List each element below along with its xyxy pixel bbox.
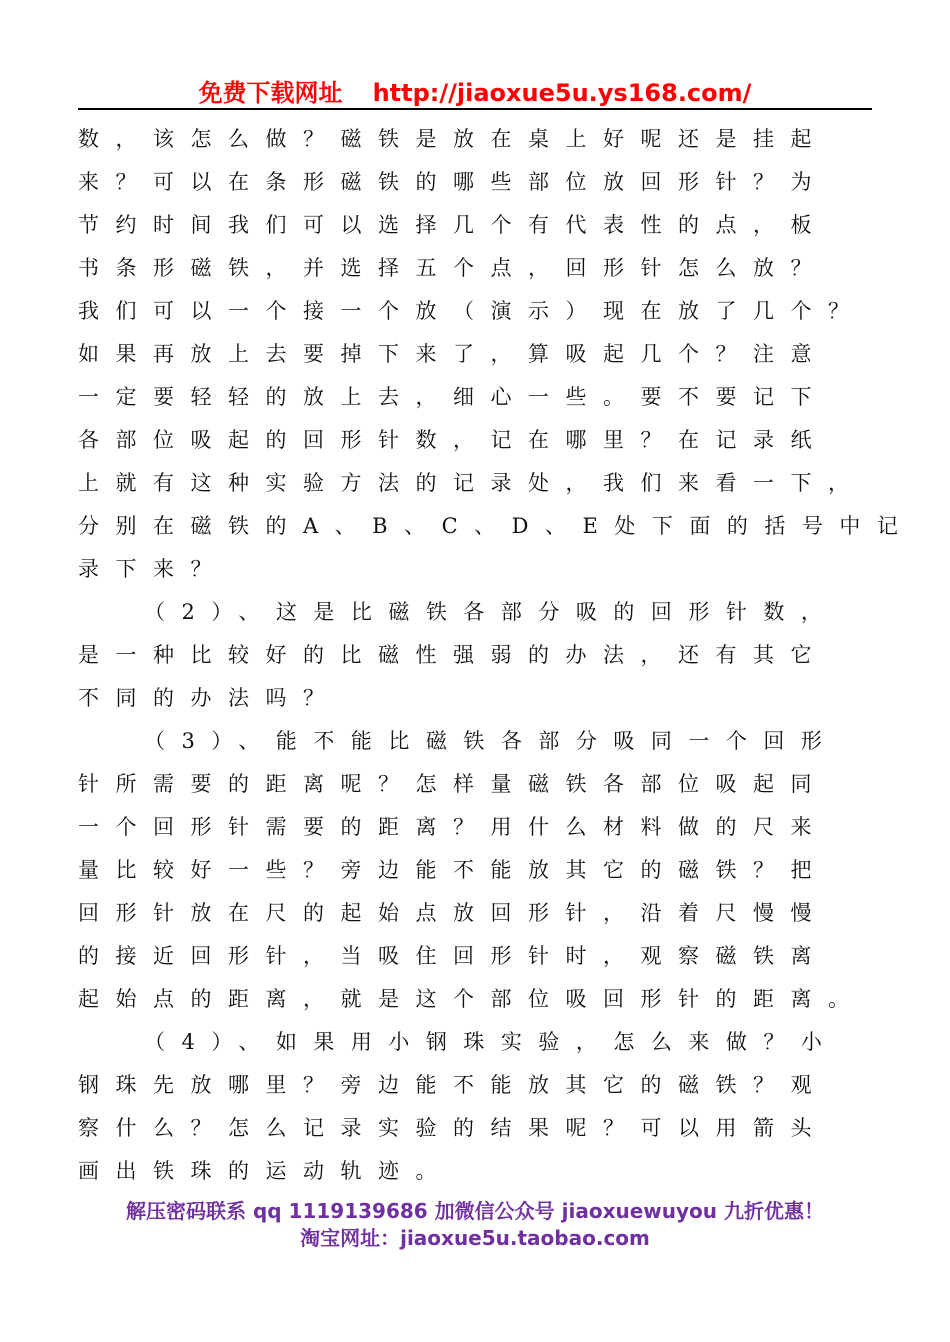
text-line: 的接近回形针，当吸住回形针时，观察磁铁离 [78, 944, 828, 968]
text-line: 节约时间我们可以选择几个有代表性的点，板 [78, 213, 828, 237]
text-line: （2）、这是比磁铁各部分吸的回形针数， [144, 600, 839, 624]
text-line: 一个回形针需要的距离？用什么材料做的尺来 [78, 815, 828, 839]
text-line: 画出铁珠的运动轨迹。 [78, 1159, 453, 1183]
text-line: 量比较好一些？旁边能不能放其它的磁铁？把 [78, 858, 828, 882]
text-line: 针所需要的距离呢？怎样量磁铁各部位吸起同 [78, 772, 828, 796]
text-line: （3）、能不能比磁铁各部分吸同一个回形 [144, 729, 839, 753]
text-line: 来？可以在条形磁铁的哪些部位放回形针？为 [78, 170, 828, 194]
text-line: 我们可以一个接一个放（演示）现在放了几个？ [78, 299, 866, 323]
text-line: 上就有这种实验方法的记录处，我们来看一下， [78, 471, 866, 495]
text-line: 如果再放上去要掉下来了，算吸起几个？注意 [78, 342, 828, 366]
header-label: 免费下载网址 [198, 79, 343, 107]
text-line: 一定要轻轻的放上去，细心一些。要不要记下 [78, 385, 828, 409]
text-line: 各部位吸起的回形针数，记在哪里？在记录纸 [78, 428, 828, 452]
text-line: 是一种比较好的比磁性强弱的办法，还有其它 [78, 643, 828, 667]
footer-contact: 解压密码联系 qq 1119139686 加微信公众号 jiaoxuewuyou 九折优惠！ [126, 1199, 824, 1223]
text-line: 数，该怎么做？磁铁是放在桌上好呢还是挂起 [78, 127, 828, 151]
document-body [78, 118, 915, 1193]
footer-shop-link[interactable]: 淘宝网址：jiaoxue5u.taobao.com [300, 1226, 650, 1250]
text-line: 起始点的距离，就是这个部位吸回形针的距离。 [78, 987, 866, 1011]
text-line: 录下来？ [78, 557, 228, 581]
text-line: 钢珠先放哪里？旁边能不能放其它的磁铁？观 [78, 1073, 828, 1097]
header-divider [78, 108, 872, 110]
text-line: 回形针放在尺的起始点放回形针，沿着尺慢慢 [78, 901, 828, 925]
page-header [0, 78, 950, 108]
text-line: 分别在磁铁的A、B、C、D、E处下面的括号中记 [78, 514, 915, 538]
text-line: （4）、如果用小钢珠实验，怎么来做？小 [144, 1030, 839, 1054]
text-line: 书条形磁铁，并选择五个点，回形针怎么放？ [78, 256, 828, 280]
header-url-link[interactable]: http://jiaoxue5u.ys168.com/ [372, 79, 752, 107]
text-line: 不同的办法吗？ [78, 686, 341, 710]
text-line: 察什么？怎么记录实验的结果呢？可以用箭头 [78, 1116, 828, 1140]
